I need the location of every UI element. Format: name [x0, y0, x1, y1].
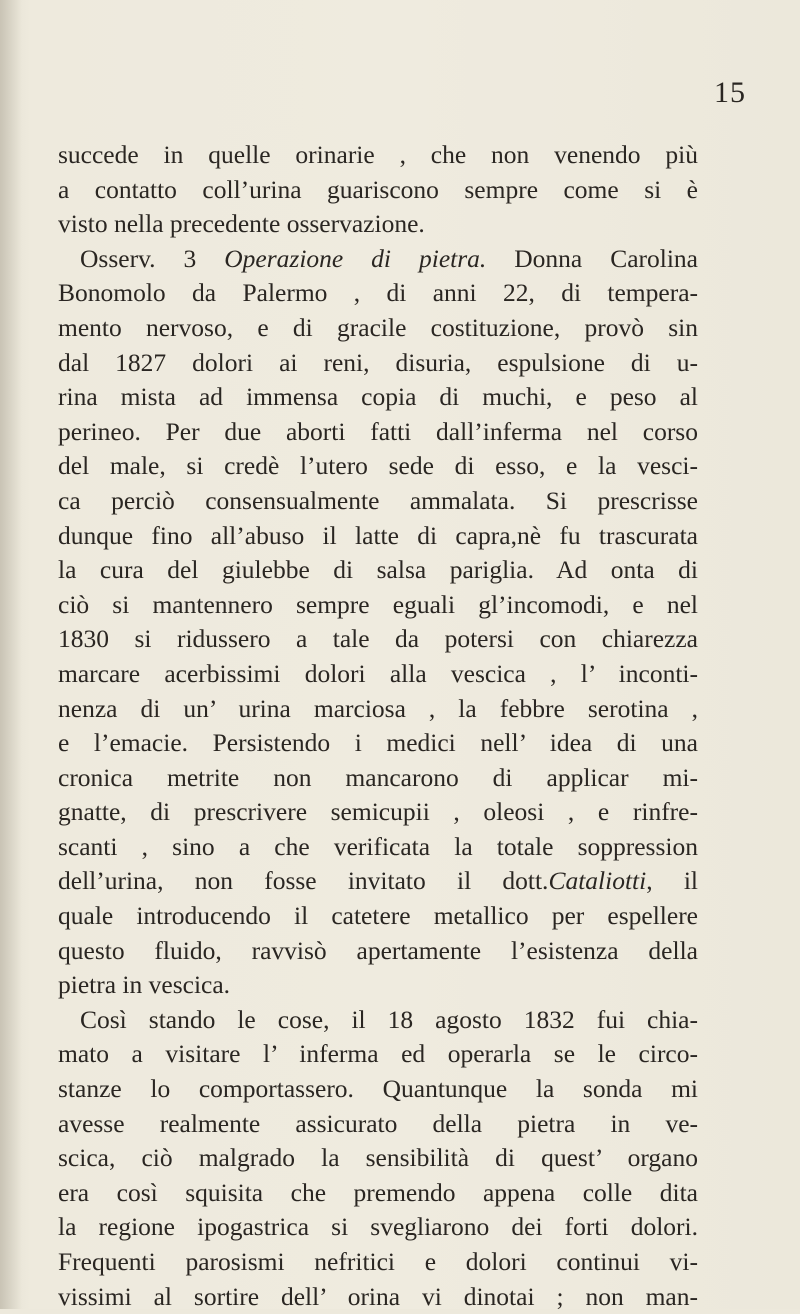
- text-segment: visto nella precedente osservazione.: [58, 209, 425, 239]
- text-line: [58, 207, 698, 242]
- text-segment: Donna Carolina: [486, 243, 699, 273]
- text-segment: rina mista ad immensa copia di muchi, e peso al: [58, 382, 698, 412]
- italic-segment: Operazione di pietra.: [224, 243, 487, 273]
- text-line: [58, 657, 698, 692]
- text-line: [58, 795, 698, 830]
- text-line: [58, 346, 698, 381]
- text-segment: mento nervoso, e di gracile costituzione, provò sin: [58, 312, 698, 342]
- text-line: [58, 415, 698, 450]
- text-line: [58, 276, 698, 311]
- text-line: [58, 968, 698, 1003]
- text-segment: Bonomolo da Palermo , di anni 22, di tempera-: [58, 278, 698, 308]
- text-line: [58, 899, 698, 934]
- text-line: [58, 311, 698, 346]
- text-segment: , il: [646, 866, 698, 896]
- text-line: [58, 380, 698, 415]
- text-segment: a contatto coll’urina guariscono sempre come si è: [58, 174, 698, 204]
- page-number: 15: [714, 76, 746, 109]
- text-line: [58, 553, 698, 588]
- text-segment: del male, si credè l’utero sede di esso, e la vesci-: [58, 451, 698, 481]
- text-line: [58, 1037, 698, 1072]
- text-segment: era così squisita che premendo appena colle dita: [58, 1177, 698, 1207]
- text-line: [58, 864, 698, 899]
- text-segment: dal 1827 dolori ai reni, disuria, espulsione di u-: [58, 347, 698, 377]
- text-segment: gnatte, di prescrivere semicupii , oleosi , e rinfre-: [58, 797, 698, 827]
- text-segment: quale introducendo il catetere metallico per espellere: [58, 901, 698, 931]
- text-line: [58, 726, 698, 761]
- text-line: [58, 1176, 698, 1211]
- text-segment: succede in quelle orinarie , che non venendo più: [58, 140, 698, 169]
- text-line: [58, 1210, 698, 1245]
- text-segment: avesse realmente assicurato della pietra in ve-: [58, 1108, 698, 1138]
- text-line: [58, 761, 698, 796]
- text-segment: cronica metrite non mancarono di applicar mi-: [58, 762, 698, 792]
- text-segment: Frequenti parosismi nefritici e dolori continui vi-: [58, 1247, 698, 1276]
- text-line: [58, 519, 698, 554]
- text-segment: perineo. Per due aborti fatti dall’inferma nel corso: [58, 416, 698, 446]
- text-segment: 1830 si ridussero a tale da potersi con chiarezza: [58, 624, 698, 654]
- text-line: [58, 449, 698, 484]
- text-line: [58, 1072, 698, 1107]
- text-segment: la cura del giulebbe di salsa pariglia. Ad onta di: [58, 555, 698, 585]
- text-segment: stanze lo comportassero. Quantunque la sonda mi: [58, 1074, 698, 1104]
- text-segment: ciò si mantennero sempre eguali gl’incomodi, e nel: [58, 589, 698, 619]
- text-line: [58, 484, 698, 519]
- text-segment: Osserv. 3: [80, 243, 225, 273]
- text-line: [58, 1107, 698, 1142]
- text-segment: la regione ipogastrica si svegliarono dei forti dolori.: [58, 1212, 698, 1242]
- binding-shadow: [0, 0, 22, 1309]
- text-line: [58, 173, 698, 208]
- body-text: [58, 138, 698, 1314]
- text-line: [58, 1245, 698, 1280]
- text-segment: ca perciò consensualmente ammalata. Si prescrisse: [58, 485, 698, 515]
- text-line: [58, 1141, 698, 1176]
- text-segment: e l’emacie. Persistendo i medici nell’ idea di una: [58, 728, 698, 758]
- text-line: [58, 830, 698, 865]
- text-line: [58, 622, 698, 657]
- text-segment: scica, ciò malgrado la sensibilità di quest’ organo: [58, 1143, 698, 1173]
- text-segment: dell’urina, non fosse invitato il dott.: [58, 866, 549, 896]
- text-segment: Così stando le cose, il 18 agosto 1832 fui chia-: [80, 1004, 698, 1034]
- italic-segment: Cataliotti: [548, 866, 647, 896]
- text-segment: scanti , sino a che verificata la totale soppression: [58, 831, 698, 861]
- text-line: [58, 138, 698, 173]
- text-segment: questo fluido, ravvisò apertamente l’esistenza della: [58, 935, 698, 965]
- text-segment: mato a visitare l’ inferma ed operarla se le circo-: [58, 1039, 698, 1069]
- text-segment: dunque fino all’abuso il latte di capra,nè fu trascurata: [58, 520, 698, 550]
- text-line: [58, 588, 698, 623]
- text-line: [58, 934, 698, 969]
- text-segment: vissimi al sortire dell’ orina vi dinotai ; non man-: [58, 1281, 698, 1311]
- text-line: [58, 1003, 698, 1038]
- text-line: [58, 692, 698, 727]
- text-segment: nenza di un’ urina marciosa , la febbre serotina ,: [58, 693, 698, 723]
- text-segment: marcare acerbissimi dolori alla vescica , l’ inconti-: [58, 658, 698, 688]
- text-line: [58, 242, 698, 277]
- text-segment: pietra in vescica.: [58, 970, 231, 1000]
